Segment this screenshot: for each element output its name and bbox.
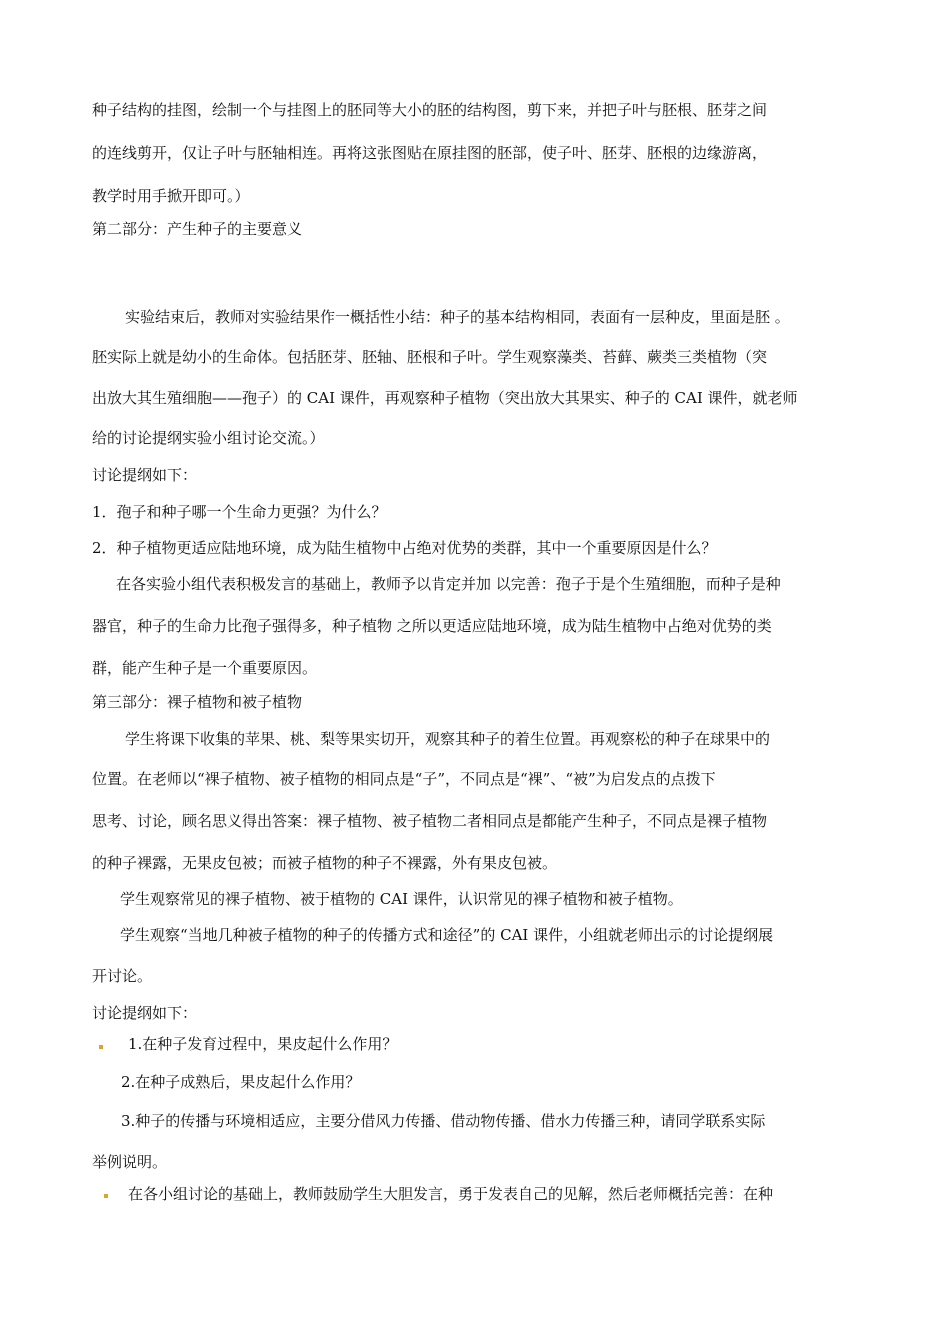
text-line: 学生观察常见的裸子植物、被于植物的 CAI 课件，认识常见的裸子植物和被子植物。 <box>120 890 683 908</box>
outline-item: 2．种子植物更适应陆地环境，成为陆生植物中占绝对优势的类群，其中一个重要原因是什么？ <box>92 539 717 557</box>
text-line: 开讨论。 <box>92 967 153 985</box>
text-line: 群，能产生种子是一个重要原因。 <box>92 659 318 677</box>
section-heading: 第三部分：裸子植物和被子植物 <box>92 693 303 711</box>
text-line: 种子结构的挂图，绘制一个与挂图上的胚同等大小的胚的结构图，剪下来，并把子叶与胚根、胚芽之间 <box>92 101 768 119</box>
text-line: 的种子裸露，无果皮包被；而被子植物的种子不裸露，外有果皮包被。 <box>92 854 558 872</box>
outline-item: 举例说明。 <box>92 1153 168 1171</box>
text-line: 出放大其生殖细胞——孢子）的 CAI 课件，再观察种子植物（突出放大其果实、种子的 CAI 课件，就老师 <box>92 389 798 407</box>
outline-item: 1．孢子和种子哪一个生命力更强？为什么？ <box>92 503 387 521</box>
text-line: 给的讨论提纲实验小组讨论交流。） <box>92 429 325 447</box>
text-line: 实验结束后，教师对实验结果作一概括性小结：种子的基本结构相同，表面有一层种皮，里面是胚 。 <box>125 308 790 326</box>
text-line: 思考、讨论，顾名思义得出答案：裸子植物、被子植物二者相同点是都能产生种子，不同点是裸子植物 <box>92 812 768 830</box>
outline-item: 1.在种子发育过程中，果皮起什么作用？ <box>128 1035 398 1053</box>
text-line: 学生将课下收集的苹果、桃、梨等果实切开，观察其种子的着生位置。再观察松的种子在球果中的 <box>125 730 771 748</box>
outline-title: 讨论提纲如下： <box>92 1004 198 1022</box>
text-line: 在各小组讨论的基础上，教师鼓励学生大胆发言，勇于发表自己的见解，然后老师概括完善：在种 <box>128 1185 774 1203</box>
section-heading: 第二部分：产生种子的主要意义 <box>92 220 303 238</box>
text-line: 的连线剪开，仅让子叶与胚轴相连。再将这张图贴在原挂图的胚部，使子叶、胚芽、胚根的边缘游离， <box>92 144 768 162</box>
text-line: 胚实际上就是幼小的生命体。包括胚芽、胚轴、胚根和子叶。学生观察藻类、苔藓、蕨类三类植物（突 <box>92 348 768 366</box>
text-line: 学生观察“当地几种被子植物的种子的传播方式和途径”的 CAI 课件，小组就老师出示的讨论提纲展 <box>120 926 774 944</box>
outline-title: 讨论提纲如下： <box>92 466 198 484</box>
marker-dot <box>99 1045 103 1049</box>
outline-item: 3.种子的传播与环境相适应，主要分借风力传播、借动物传播、借水力传播三种，请同学联系实际 <box>121 1112 766 1130</box>
text-line: 位置。在老师以“裸子植物、被子植物的相同点是“子”，不同点是“裸”、“被”为启发点的点拨下 <box>92 770 716 788</box>
text-line: 教学时用手掀开即可。） <box>92 187 250 205</box>
text-line: 器官，种子的生命力比孢子强得多，种子植物 之所以更适应陆地环境，成为陆生植物中占绝对优势的类 <box>92 617 772 635</box>
outline-item: 2.在种子成熟后，果皮起什么作用？ <box>121 1073 361 1091</box>
text-line: 在各实验小组代表积极发言的基础上，教师予以肯定并加 以完善：孢子于是个生殖细胞，而种子是种 <box>116 575 781 593</box>
marker-dot <box>104 1194 108 1198</box>
